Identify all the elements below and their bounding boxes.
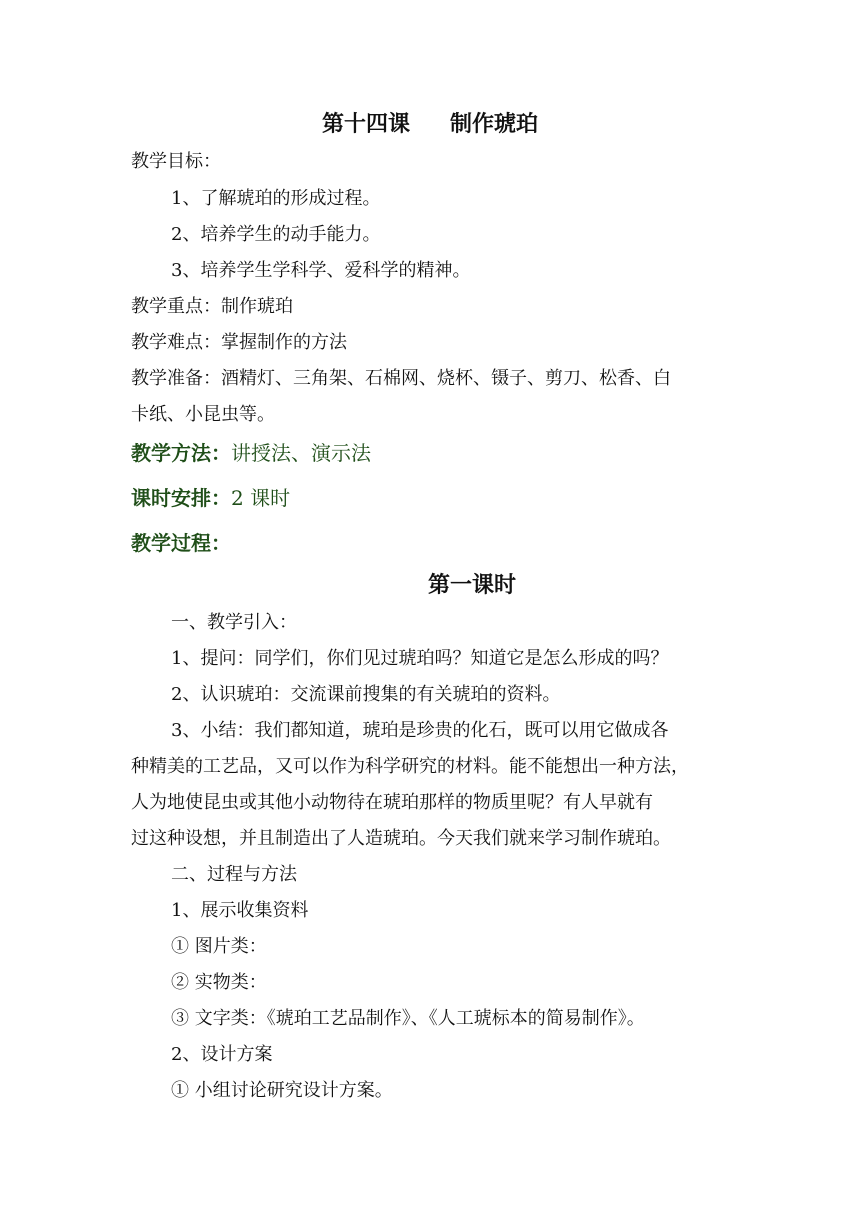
preparation-line: 教学准备：酒精灯、三角架、石棉网、烧杯、镊子、剪刀、松香、白 bbox=[131, 368, 671, 389]
lesson-one-title: 第一课时 bbox=[428, 572, 517, 598]
page-title bbox=[0, 109, 860, 139]
process-substep: ① 小组讨论研究设计方案。 bbox=[171, 1080, 393, 1101]
objectives-heading: 教学目标： bbox=[131, 151, 221, 172]
objective-item: 1、了解琥珀的形成过程。 bbox=[171, 188, 381, 209]
process-substep: ① 图片类： bbox=[171, 936, 267, 957]
lesson-schedule bbox=[131, 484, 290, 514]
objective-item: 3、培养学生学科学、爱科学的精神。 bbox=[171, 260, 471, 281]
intro-question: 1、提问：同学们，你们见过琥珀吗？知道它是怎么形成的吗？ bbox=[171, 648, 669, 669]
method-value: 讲授法、演示法 bbox=[231, 441, 371, 465]
process-substep: ③ 文字类：《琥珀工艺品制作》、《人工琥标本的简易制作》。 bbox=[171, 1008, 645, 1029]
schedule-value: 2 课时 bbox=[231, 486, 291, 510]
process-step: 2、设计方案 bbox=[171, 1044, 273, 1065]
process-substep: ② 实物类： bbox=[171, 972, 267, 993]
process-heading: 教学过程： bbox=[131, 531, 231, 555]
intro-summary-line: 过这种设想，并且制造出了人造琥珀。今天我们就来学习制作琥珀。 bbox=[131, 828, 671, 849]
intro-summary-line: 3、小结：我们都知道，琥珀是珍贵的化石，既可以用它做成各 bbox=[171, 720, 669, 741]
process-step: 1、展示收集资料 bbox=[171, 900, 309, 921]
intro-heading: 一、教学引入： bbox=[171, 612, 297, 633]
intro-recognize: 2、认识琥珀：交流课前搜集的有关琥珀的资料。 bbox=[171, 684, 561, 705]
schedule-label: 课时安排： bbox=[131, 486, 231, 510]
intro-summary-line: 人为地使昆虫或其他小动物待在琥珀那样的物质里呢？有人早就有 bbox=[131, 792, 653, 813]
preparation-line: 卡纸、小昆虫等。 bbox=[131, 404, 275, 425]
title-lesson-number: 第十四课 bbox=[321, 111, 410, 137]
difficulty: 教学难点：掌握制作的方法 bbox=[131, 332, 347, 353]
key-point: 教学重点：制作琥珀 bbox=[131, 296, 293, 317]
intro-summary-line: 种精美的工艺品，又可以作为科学研究的材料。能不能想出一种方法， bbox=[131, 756, 689, 777]
objective-item: 2、培养学生的动手能力。 bbox=[171, 224, 381, 245]
process-section-heading: 二、过程与方法 bbox=[171, 864, 297, 885]
title-topic: 制作琥珀 bbox=[450, 111, 539, 137]
teaching-method bbox=[131, 439, 371, 469]
method-label: 教学方法： bbox=[131, 441, 231, 465]
